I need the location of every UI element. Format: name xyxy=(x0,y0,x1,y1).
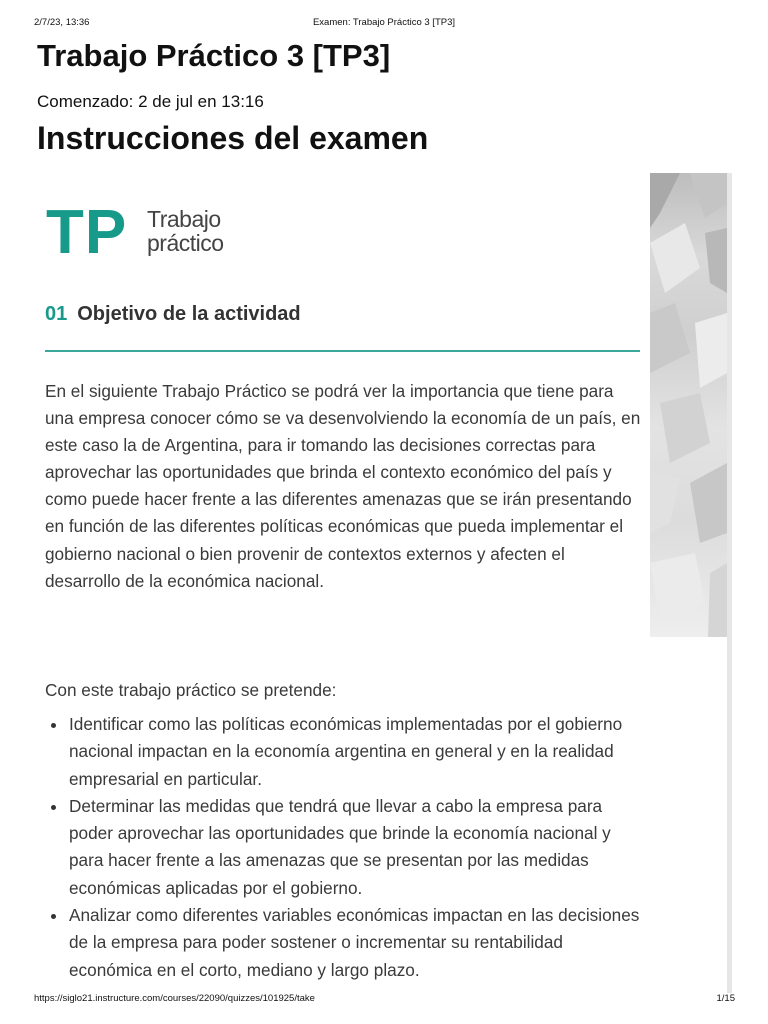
list-item xyxy=(45,902,645,984)
list-item xyxy=(45,711,645,793)
intro-text: Con este trabajo práctico se pretende: xyxy=(45,680,337,700)
bullet-icon xyxy=(51,805,56,810)
tp-logo-line2: práctico xyxy=(147,230,224,256)
bullet-icon xyxy=(51,723,56,728)
bullet-icon xyxy=(51,914,56,919)
section-title: Objetivo de la actividad xyxy=(77,303,301,325)
side-image-pattern xyxy=(650,173,727,637)
list-item-text: Identificar como las políticas económicas implementadas por el gobierno nacional impactan en la economía argentina en general y en la realidad empresarial en particular. xyxy=(69,714,623,789)
print-page-number: 1/15 xyxy=(716,993,735,1004)
decorative-side-image xyxy=(650,173,727,637)
page-title: Trabajo Práctico 3 [TP3] xyxy=(37,38,391,73)
tp-logo-line1: Trabajo xyxy=(147,206,221,232)
section-number: 01 xyxy=(45,303,68,325)
page-side-bar xyxy=(727,173,732,993)
list-item xyxy=(45,793,645,902)
list-item-text: Analizar como diferentes variables económicas impactan en las decisiones de la empresa para poder sostener o incrementar su rentabilidad económica en el corto, mediano y largo plazo. xyxy=(69,905,640,980)
print-footer xyxy=(0,993,768,1007)
objective-paragraph: En el siguiente Trabajo Práctico se podrá ver la importancia que tiene para una empresa conocer cómo se va desenvolviendo la economía de un país, en este caso la de Argentina, para ir tomando las decisiones correctas para aprovechar las oportunidades que brinda el contexto económico del país y como puede hacer frente a las diferentes amenazas que se irán presentando en función de las diferentes políticas económicas que pueda implementar el gobierno nacional o bien provenir de contextos externos y afecten el desarrollo de la económica nacional. xyxy=(45,381,641,591)
section-heading xyxy=(45,303,301,326)
list-item-text: Determinar las medidas que tendrá que llevar a cabo la empresa para poder aprovechar las oportunidades que brinde la economía nacional y para hacer frente a las amenazas que se presentan por las medidas económicas aplicadas por el gobierno. xyxy=(69,795,611,898)
print-datetime: 2/7/23, 13:36 xyxy=(34,17,90,28)
print-header xyxy=(0,17,768,31)
section-divider xyxy=(45,350,640,352)
instructions-title: Instrucciones del examen xyxy=(37,120,429,156)
tp-logo-mark: TP xyxy=(46,198,128,267)
print-doc-title: Examen: Trabajo Práctico 3 [TP3] xyxy=(312,17,456,28)
print-url: https://siglo21.instructure.com/courses/22090/quizzes/101925/take xyxy=(34,993,315,1004)
objectives-list xyxy=(45,711,645,984)
started-timestamp: Comenzado: 2 de jul en 13:16 xyxy=(37,92,264,111)
tp-logo-text xyxy=(147,207,287,255)
